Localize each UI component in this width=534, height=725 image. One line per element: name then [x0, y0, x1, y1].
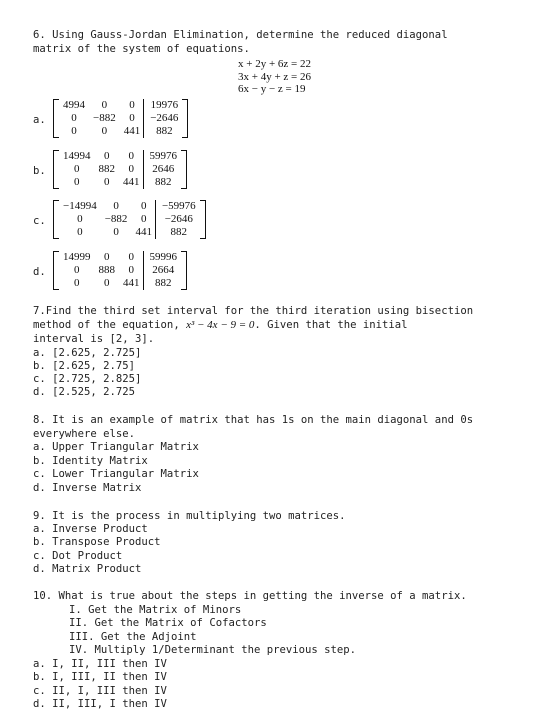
matrix-cell: 0	[77, 226, 83, 238]
matrix-right-bracket	[200, 200, 206, 239]
matrix-cell: 0	[129, 112, 135, 124]
matrix-cell: 882	[144, 125, 183, 138]
equation-1: x + 2y + 6z = 22	[238, 58, 311, 70]
matrix-left-bracket	[53, 150, 59, 189]
matrix-cell: 0	[128, 264, 134, 276]
matrix-left-bracket	[53, 251, 59, 290]
q10-option-a[interactable]: a. I, II, III then IV	[33, 658, 167, 670]
matrix-right-bracket	[181, 150, 187, 189]
q6-option-b-label: b.	[33, 165, 46, 177]
matrix-cell: −14994	[63, 200, 97, 212]
q7-text-line1: 7.Find the third set interval for the third iteration using bisection	[33, 305, 474, 317]
matrix-cell: 441	[123, 125, 141, 137]
q9-option-d[interactable]: d. Matrix Product	[33, 563, 142, 575]
q8-text-line1: 8. It is an example of matrix that has 1s on the main diagonal and 0s	[33, 414, 474, 426]
matrix-cell: 882	[155, 226, 199, 239]
q6-option-a-label: a.	[33, 114, 46, 126]
q6-option-c-matrix	[53, 200, 206, 239]
q9-option-c[interactable]: c. Dot Product	[33, 550, 123, 562]
q7-line2-prefix: method of the equation,	[33, 319, 187, 331]
matrix-cell: 0	[140, 213, 147, 225]
matrix-cell: 0	[71, 112, 77, 124]
matrix-cell: 0	[113, 226, 119, 238]
matrix-cell: 0	[74, 277, 80, 289]
matrix-cell: 882	[143, 176, 181, 189]
matrix-cell: 59976	[143, 150, 181, 163]
matrix-cell: 14999	[63, 251, 91, 263]
matrix-cell: 441	[123, 277, 140, 289]
q8-option-a[interactable]: a. Upper Triangular Matrix	[33, 441, 199, 453]
matrix-right-bracket	[181, 251, 187, 290]
q6-option-d-label: d.	[33, 266, 46, 278]
matrix-cell: 0	[101, 99, 108, 111]
q7-line2-suffix: . Given that the initial	[254, 319, 408, 331]
q10-option-d[interactable]: d. II, III, I then IV	[33, 698, 167, 710]
matrix-cell: 0	[77, 213, 83, 225]
q8-option-b[interactable]: b. Identity Matrix	[33, 455, 148, 467]
q7-option-b[interactable]: b. [2.625, 2.75]	[33, 360, 136, 372]
matrix-cell: 888	[98, 264, 115, 276]
q6-option-b-matrix	[53, 150, 187, 189]
q6-option-d-matrix	[53, 251, 187, 290]
matrix-cell: −882	[104, 213, 128, 225]
q7-option-c[interactable]: c. [2.725, 2.825]	[33, 373, 142, 385]
equation-2: 3x + 4y + z = 26	[238, 70, 311, 83]
matrix-cell: 0	[74, 176, 80, 188]
equation-3: 6x − y − z = 19	[238, 83, 306, 96]
q6-text-line1: 6. Using Gauss-Jordan Elimination, determine the reduced diagonal	[33, 29, 448, 41]
q7-text-line2	[33, 319, 408, 333]
matrix-cell: 14994	[63, 150, 91, 162]
q10-option-b[interactable]: b. I, III, II then IV	[33, 671, 167, 683]
q10-step-1: I. Get the Matrix of Minors	[69, 604, 242, 616]
matrix-cell: 441	[135, 226, 152, 238]
matrix-cell: −2646	[144, 112, 183, 125]
matrix-cell: 0	[74, 163, 80, 175]
matrix-cell: 0	[104, 251, 110, 263]
q7-option-d[interactable]: d. [2.525, 2.725	[33, 386, 136, 398]
q8-option-c[interactable]: c. Lower Triangular Matrix	[33, 468, 199, 480]
matrix-cell: 882	[143, 277, 181, 290]
q10-option-c[interactable]: c. II, I, III then IV	[33, 685, 167, 697]
matrix-cell: 0	[104, 176, 110, 188]
q7-option-a[interactable]: a. [2.625, 2.725]	[33, 347, 142, 359]
matrix-cell: 19976	[144, 99, 183, 112]
matrix-cell: 59996	[143, 251, 181, 264]
q8-option-d[interactable]: d. Inverse Matrix	[33, 482, 142, 494]
q6-equation-system	[238, 58, 311, 96]
matrix-cell: −2646	[155, 213, 199, 226]
matrix-cell: 0	[71, 125, 77, 137]
matrix-cell: 0	[104, 150, 110, 162]
matrix-cell: 4994	[63, 99, 85, 111]
matrix-cell: 0	[128, 163, 134, 175]
matrix-cell: −882	[93, 112, 116, 124]
matrix-cell: 0	[104, 277, 110, 289]
matrix-left-bracket	[53, 99, 59, 138]
q10-step-4: IV. Multiply 1/Determinant the previous step.	[69, 644, 357, 656]
q9-text-line1: 9. It is the process in multiplying two matrices.	[33, 510, 346, 522]
q6-option-a-matrix	[53, 99, 188, 138]
q6-option-c-label: c.	[33, 215, 46, 227]
matrix-cell: 0	[128, 251, 134, 263]
matrix-cell: 2646	[143, 163, 181, 176]
matrix-cell: 2664	[143, 264, 181, 277]
q10-step-3: III. Get the Adjoint	[69, 631, 197, 643]
matrix-cell: 882	[98, 163, 115, 175]
matrix-cell: 0	[129, 99, 135, 111]
matrix-cell: 0	[113, 200, 119, 212]
matrix-cell: −59976	[155, 200, 199, 213]
matrix-cell: 0	[101, 125, 108, 137]
matrix-left-bracket	[53, 200, 59, 239]
matrix-cell: 0	[140, 200, 147, 212]
q7-equation: x³ − 4x − 9 = 0	[186, 319, 255, 331]
q6-text-line2: matrix of the system of equations.	[33, 43, 250, 55]
q9-option-a[interactable]: a. Inverse Product	[33, 523, 148, 535]
matrix-right-bracket	[182, 99, 188, 138]
q10-step-2: II. Get the Matrix of Cofactors	[69, 617, 267, 629]
q8-text-line2: everywhere else.	[33, 428, 136, 440]
q7-text-line3: interval is [2, 3].	[33, 333, 155, 345]
q9-option-b[interactable]: b. Transpose Product	[33, 536, 161, 548]
q10-text-line1: 10. What is true about the steps in getting the inverse of a matrix.	[33, 590, 467, 602]
matrix-cell: 441	[123, 176, 140, 188]
matrix-cell: 0	[128, 150, 134, 162]
matrix-cell: 0	[74, 264, 80, 276]
